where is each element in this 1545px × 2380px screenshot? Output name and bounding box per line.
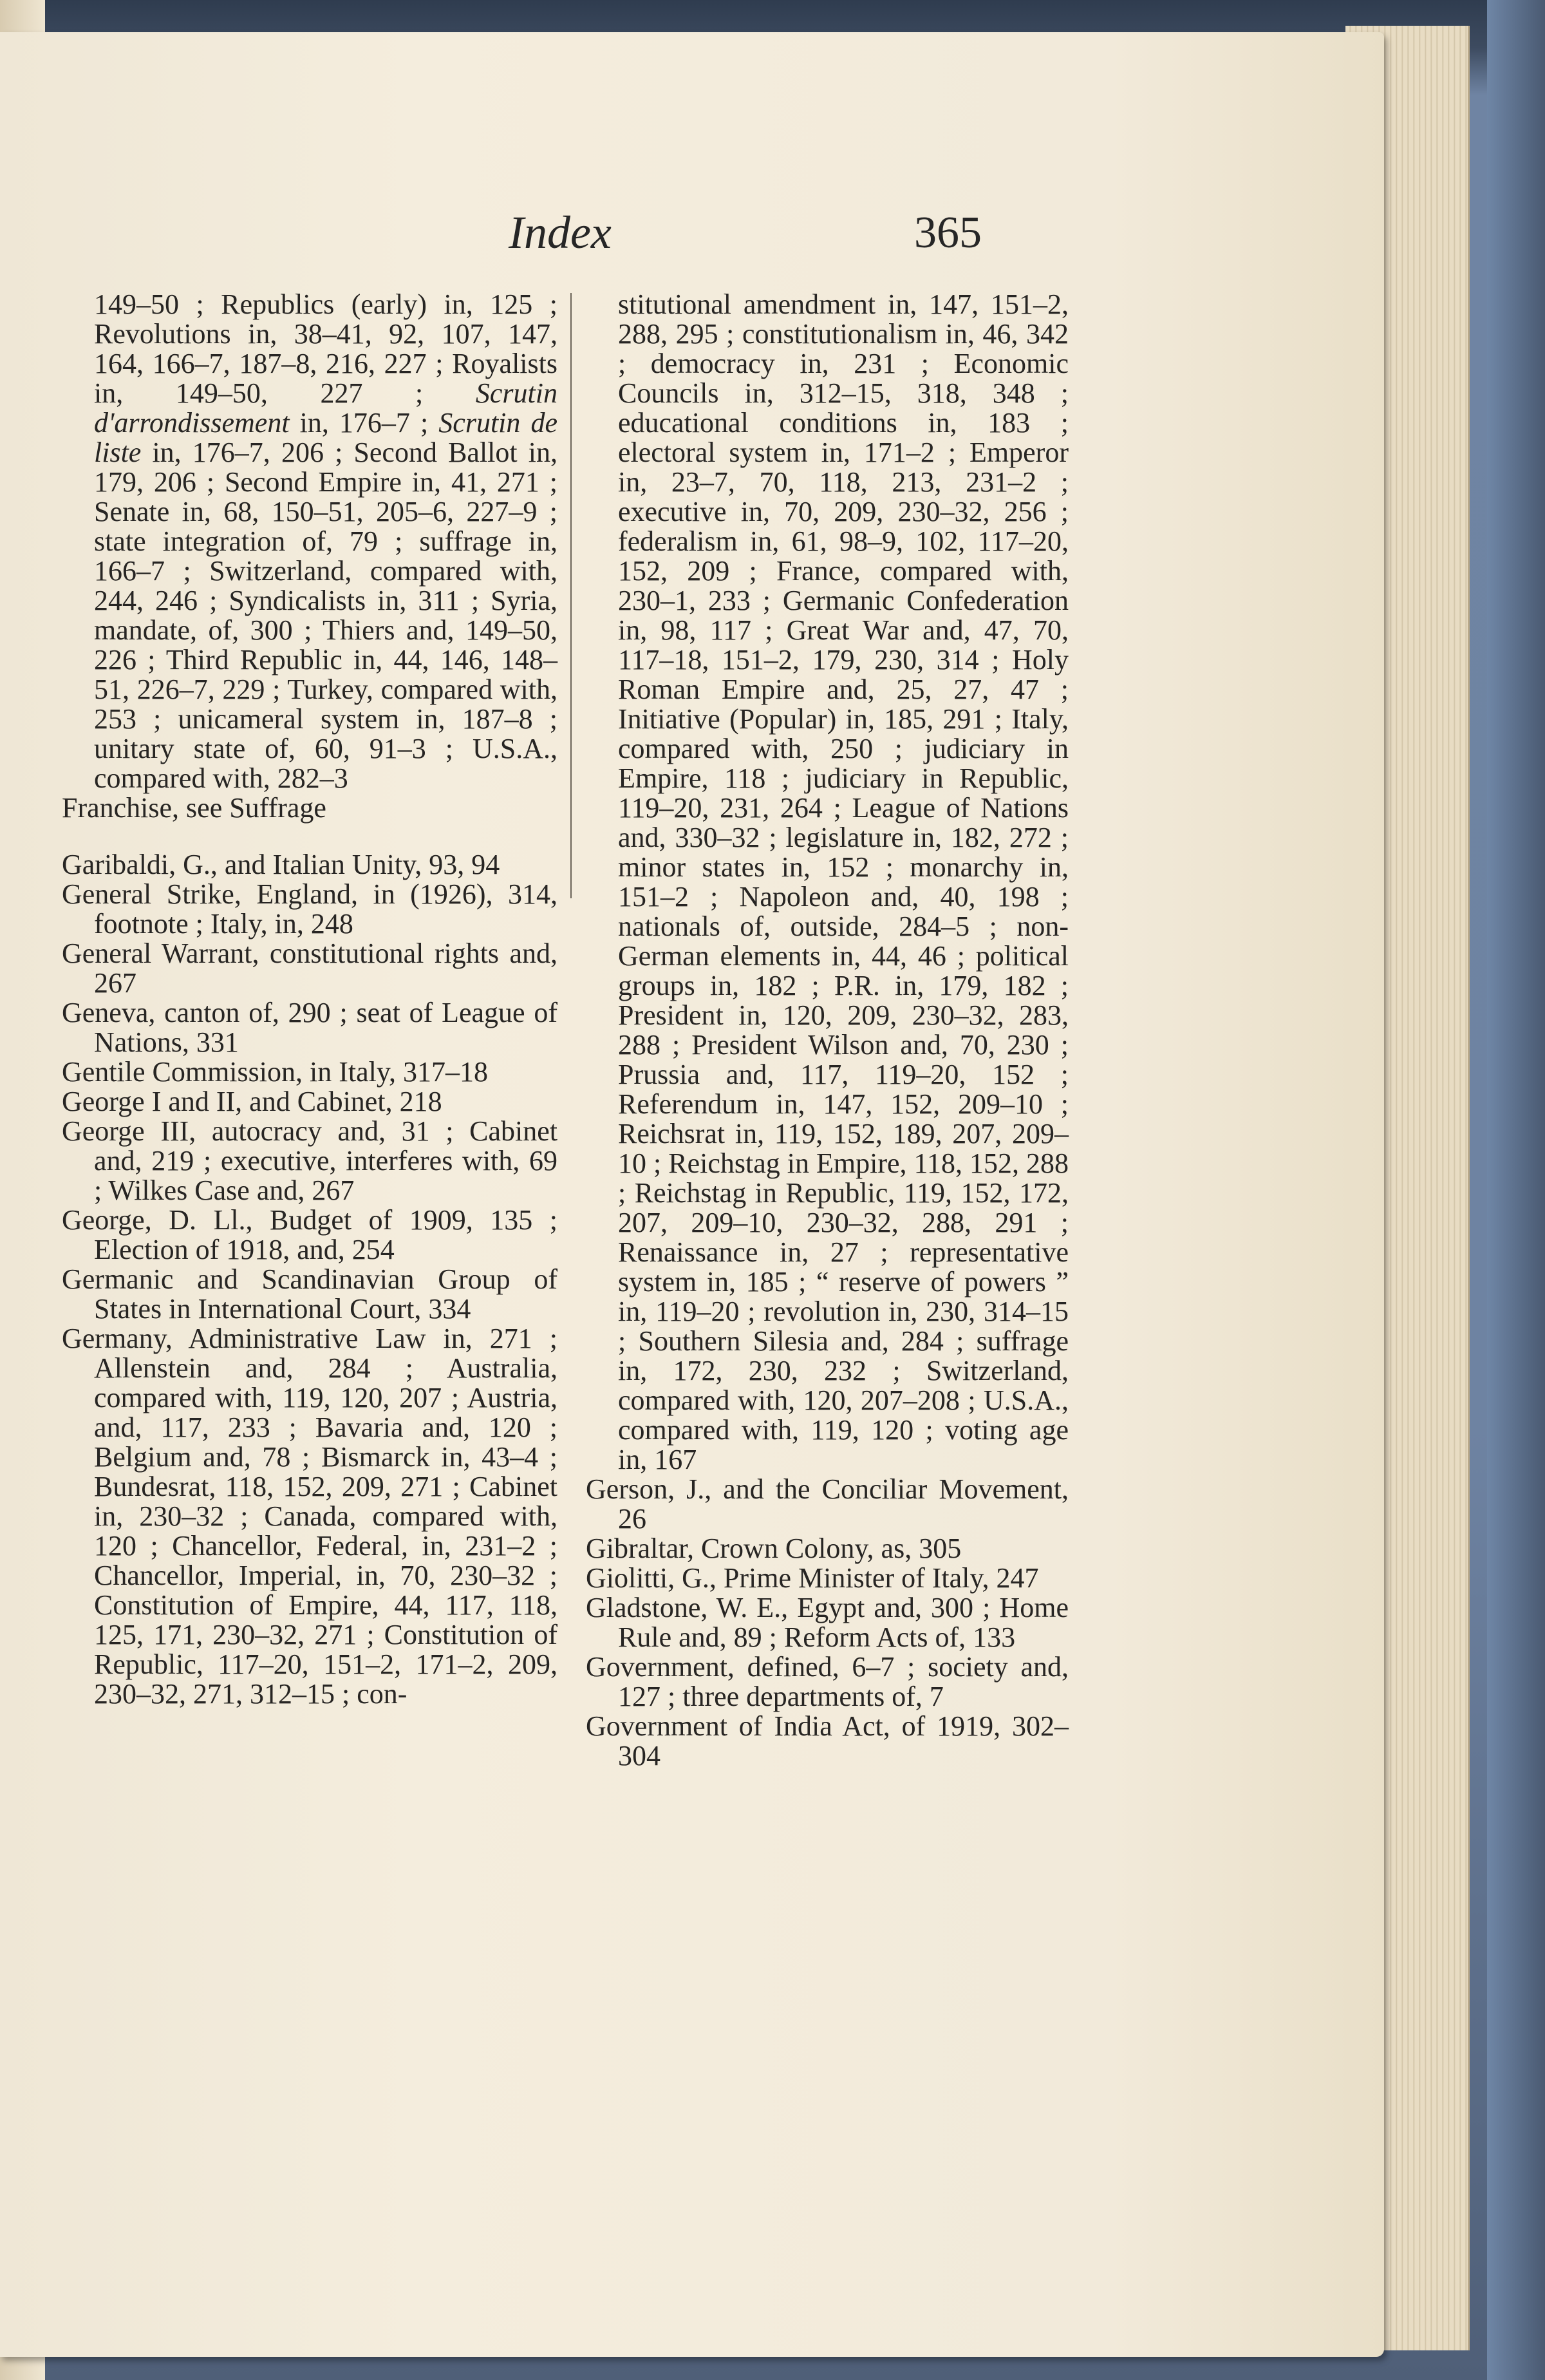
index-entry: Gladstone, W. E., Egypt and, 300 ; Home Rule and, 89 ; Reform Acts of, 133	[586, 1592, 1069, 1653]
index-entry-continuation: stitutional amendment in, 147, 151–2, 288, 295 ; constitutionalism in, 46, 342 ; democracy in, 231 ; Economic Councils in, 312–15, 318, 348 ; educational conditions in, 183 ; electoral system in, 171–2 ; Emperor in, 23–7, 70, 118, 213, 231–2 ; executive in, 70, 209, 230–32, 256 ; federalism in, 61, 98–9, 102, 117–20, 152, 209 ; France, compared with, 230–1, 233 ; Germanic Confederation in, 98, 117 ; Great War and, 47, 70, 117–18, 151–2, 179, 230, 314 ; Holy Roman Empire and, 25, 27, 47 ; Initiative (Popular) in, 185, 291 ; Italy, compared with, 250 ; judiciary in Empire, 118 ; judiciary in Republic, 119–20, 231, 264 ; League of Nations and, 330–32 ; legislature in, 182, 272 ; minor states in, 152 ; monarchy in, 151–2 ; Napoleon and, 40, 198 ; nationals of, outside, 284–5 ; non-German elements in, 44, 46 ; political groups in, 182 ; P.R. in, 179, 182 ; President in, 120, 209, 230–32, 283, 288 ; President Wilson and, 70, 230 ; Prussia and, 117, 119–20, 152 ; Referendum in, 147, 152, 209–10 ; Reichsrat in, 119, 152, 189, 207, 209–10 ; Reichstag in Empire, 118, 152, 288 ; Reichstag in Republic, 119, 152, 172, 207, 209–10, 230–32, 288, 291 ; Renaissance in, 27 ; representative system in, 185 ; “ reserve of powers ” in, 119–20 ; revolution in, 230, 314–15 ; Southern Silesia and, 284 ; suffrage in, 172, 230, 232 ; Switzerland, compared with, 120, 207–208 ; U.S.A., compared with, 119, 120 ; voting age in, 167	[618, 288, 1069, 1475]
entry-italic-term: Scrutin de liste	[94, 407, 557, 468]
index-entry: Garibaldi, G., and Italian Unity, 93, 94	[62, 849, 500, 880]
entry-text: in, 176–7, 206 ; Second Ballot in, 179, 206 ; Second Empire in, 41, 271 ; Senate in, 68, 150–51, 205–6, 227–9 ; state integration of, 79 ; suffrage in, 166–7 ; Switzerland, compared with, 244, 246 ; Syndicalists in, 311 ; Syria, mandate, of, 300 ; Thiers and, 149–50, 226 ; Third Republic in, 44, 146, 148–51, 226–7, 229 ; Turkey, compared with, 253 ; unicameral system in, 187–8 ; unitary state of, 60, 91–3 ; U.S.A., compared with, 282–3	[94, 437, 557, 794]
index-entry: Germany, Administrative Law in, 271 ; Allenstein and, 284 ; Australia, compared with, 119, 120, 207 ; Austria, and, 117, 233 ; Bavaria and, 120 ; Belgium and, 78 ; Bismarck in, 43–4 ; Bundesrat, 118, 152, 209, 271 ; Cabinet in, 230–32 ; Canada, compared with, 120 ; Chancellor, Federal, in, 231–2 ; Chancellor, Imperial, in, 70, 230–32 ; Constitution of Empire, 44, 117, 118, 125, 171, 230–32, 271 ; Constitution of Republic, 117–20, 151–2, 171–2, 209, 230–32, 271, 312–15 ; con-	[62, 1323, 557, 1710]
index-entry: General Strike, England, in (1926), 314, footnote ; Italy, in, 248	[62, 878, 557, 940]
index-entry: Giolitti, G., Prime Minister of Italy, 247	[586, 1562, 1039, 1594]
book-page	[0, 32, 1384, 2357]
index-entry: George III, autocracy and, 31 ; Cabinet and, 219 ; executive, interferes with, 69 ; Wilkes Case and, 267	[62, 1115, 557, 1206]
entry-italic-term: Scrutin d'arrondissement	[94, 377, 557, 439]
index-entry: Gerson, J., and the Conciliar Movement, 26	[586, 1473, 1069, 1535]
index-entry: George, D. Ll., Budget of 1909, 135 ; Election of 1918, and, 254	[62, 1204, 557, 1265]
entry-text: in, 176–7 ;	[289, 407, 439, 439]
column-divider	[570, 293, 572, 898]
page-number: 365	[914, 208, 982, 258]
index-entry-continuation	[62, 290, 557, 793]
index-entry: Government of India Act, of 1919, 302–304	[586, 1710, 1069, 1771]
index-entry: Gentile Commission, in Italy, 317–18	[62, 1056, 488, 1088]
index-entry: General Warrant, constitutional rights and, 267	[62, 938, 557, 999]
index-entry: George I and II, and Cabinet, 218	[62, 1086, 442, 1117]
index-entry: Geneva, canton of, 290 ; seat of League of Nations, 331	[62, 997, 557, 1058]
entry-text: 149–50 ; Republics (early) in, 125 ; Revolutions in, 38–41, 92, 107, 147, 164, 166–7, 187–8, 216, 227 ; Royalists in, 149–50, 227 ;	[94, 288, 557, 409]
index-entry: Gibraltar, Crown Colony, as, 305	[586, 1533, 962, 1564]
index-entry: Germanic and Scandinavian Group of States in International Court, 334	[62, 1263, 557, 1325]
index-entry: Government, defined, 6–7 ; society and, 127 ; three departments of, 7	[586, 1651, 1069, 1712]
index-entry: Franchise, see Suffrage	[62, 792, 326, 824]
index-column-left	[62, 290, 557, 1709]
running-head-title: Index	[509, 207, 612, 258]
index-column-right	[586, 290, 1069, 1771]
